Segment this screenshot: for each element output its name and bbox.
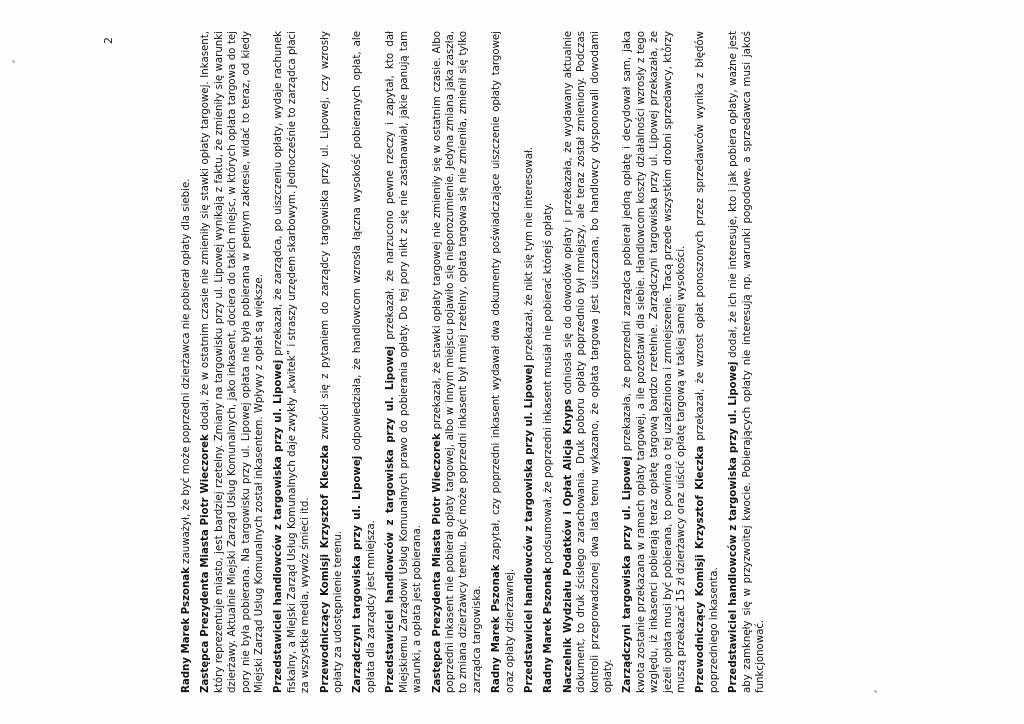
paragraph-text: dodał, że w ostatnim czasie nie zmieniły się stawki opłaty targowej. Inkasent, który reprezentuje miasto, jest bardziej rzetelny. Zmiany na targowisku przy ul. Lipowej wynikają z faktu, że zmieniły się warunki dzierżawy. Aktualnie Miejski Zarząd Usług Komunalnych, jako inkasent, dociera do takich miejsc, w których opłata targowa do tej pory nie była pobierana. Na targowisku przy ul. Lipowej opłata nie była pobierana w pełnym zakresie, widać to teraz, od kiedy Miejski Zarząd Usług Komunalnych został inkasentem. Wpływy z opłat są większe. <box>200 31 266 693</box>
transcript-paragraph <box>180 31 193 693</box>
paragraph-text: odpowiedziała, że handlowcom wzrosła łączna wysokość pobieranych opłat, ale opłata dla zarządcy jest mniejsza. <box>352 31 377 693</box>
paragraph-text: zauważył, że być może poprzedni dzierżawca nie pobierał opłaty dla siebie. <box>181 178 192 568</box>
paragraph-text: zwrócił się z pytaniem do zarządcy targowiska przy ul. Lipowej, czy wzrosły opłaty za udostępnienie terenu. <box>319 31 345 693</box>
paragraph-text: przekazała, że poprzedni zarządca pobierał jedną opłatę i decydował sam, jaka kwota zostanie przekazana w ramach opłaty targowej, a ile pozostawi dla siebie. Handlowcom koszty działalności wzrosły z tego względu, iż inkasenci pobierają teraz opłatę targową bardzo rzetelnie. Zarządczyni targowiska przy ul. Lipowej przekazała, że jeżeli opłata musi być pobierana, to powinna o tej uzależniona i zmniejszenie. Tracą przede wszystkim drobni sprzedawcy, którzy muszą przekazać 15 zł dzierżawcy oraz uiścić opłatę targową w takiej samej wysokości. <box>622 31 687 693</box>
scan-speck <box>12 60 15 63</box>
page-number: 2 <box>102 37 115 44</box>
paragraph-text: odniosła się do dowodów opłaty i przekazała, że wydawany aktualnie dokument, to druk ścisłego zarachowania. Druk poboru opłaty poprzednio był mniejszy, ale teraz został zmieniony. Podczas kontroli przeprowadzonej dwa lata temu wykazano, że opłata targowa jest uiszczana, bo handlowcy dysponowali dowodami opłaty. <box>562 30 614 693</box>
speaker-name: Zarządczyni targowiska przy ul. Lipowej <box>622 456 634 693</box>
speaker-name: Przedstawiciel handlowców z targowiska przy ul. Lipowej <box>523 364 535 693</box>
paragraph-text: dodał, że ich nie interesuje, kto i jak pobiera opłaty, ważne jest aby zamknęły się w przyzwoitej kwocie. Pobierających opłaty nie interesują np. warunki pogodowe, a sprzedawca musi jakoś funkcjonować. <box>728 31 767 693</box>
transcript-paragraph <box>542 31 555 693</box>
speaker-name: Przewodniczący Komisji Krzysztof Kleczka <box>319 444 331 693</box>
paragraph-text: przekazał, że wzrost opłat ponoszonych przez sprzedawców wynika z błędów poprzedniego inkasenta. <box>695 31 720 693</box>
paragraph-text: podsumował, że poprzedni inkasent musiał nie pobierać którejś opłaty. <box>543 202 555 568</box>
speaker-name: Naczelnik Wydziału Podatków i Opłat Alicja Knyps <box>562 399 574 693</box>
transcript-paragraph <box>384 31 424 693</box>
paragraph-text: zapytał, czy poprzedni inkasent wydawał dwa dokumenty poświadczające uiszczenie opłaty targowej oraz opłaty dzierżawnej. <box>491 31 516 693</box>
speaker-name: Radny Marek Pszonak <box>181 567 192 693</box>
speaker-name: Przedstawiciel handlowców z targowiska przy ul. Lipowej <box>385 345 397 693</box>
paragraph-text: przekazał, że stawki opłaty targowej nie zmieniły się w ostatnim czasie. Albo poprzedni inkasent nie pobierał opłaty targowej, albo w innym miejscu pojawiło się nieporozumienie. Jedyna zmiana jaka zaszła, to zmiana dzierżawcy terenu. Być może poprzedni inkasent był mniej rzetelny, opłata targowa się nie zmieniła, zmienił się tylko zarządca targowiska. <box>431 31 483 693</box>
transcript-paragraph <box>621 31 688 693</box>
speaker-name: Zastępca Prezydenta Miasta Piotr Wieczorek <box>200 434 212 693</box>
transcript-paragraph <box>319 31 346 693</box>
transcript-paragraph <box>562 31 616 693</box>
rotated-document-sheet <box>102 31 922 693</box>
document-body <box>180 31 922 693</box>
transcript-paragraph <box>490 31 517 693</box>
transcript-paragraph <box>523 31 536 693</box>
transcript-paragraph <box>694 31 721 693</box>
speaker-name: Radny Marek Pszonak <box>543 567 555 693</box>
speaker-name: Radny Marek Pszonak <box>491 564 503 693</box>
paragraph-text: przekazał, że nikt się tym nie interesował. <box>523 146 535 365</box>
paragraph-text: przekazał, że narzucono pewne rzeczy i zapytał, kto dał Miejskiemu Zarządowi Usług Komunalnych prawo do pobierania opłaty. Do tej pory nikt z się nie zastanawiał, jakie panują tam warunki, a opłata jest pobierana. <box>385 31 424 693</box>
transcript-paragraph <box>272 31 312 693</box>
transcript-paragraph <box>199 31 266 693</box>
speaker-name: Przedstawiciel handlowców z targowiska przy ul. Lipowej <box>273 359 285 693</box>
transcript-paragraph <box>431 31 485 693</box>
transcript-paragraph <box>351 31 378 693</box>
paragraph-text: przekazał, że zarządca, po uiszczeniu opłaty, wydaje rachunek fiskalny, a Miejski Zarząd Usług Komunalnych daje zwykły „kwitek” i straszy urzędem skarbowym. Jednocześnie to zarządca płaci za wszystkie media, wywóz śmieci itd. <box>273 31 312 693</box>
speaker-name: Przewodniczący Komisji Krzysztof Kleczka <box>695 445 707 693</box>
transcript-paragraph <box>727 31 767 693</box>
speaker-name: Zarządczyni targowiska przy ul. Lipowej <box>352 455 364 693</box>
speaker-name: Przedstawiciel handlowców z targowiska przy ul. Lipowej <box>728 361 740 693</box>
speaker-name: Zastępca Prezydenta Miasta Piotr Wieczorek <box>431 433 443 693</box>
